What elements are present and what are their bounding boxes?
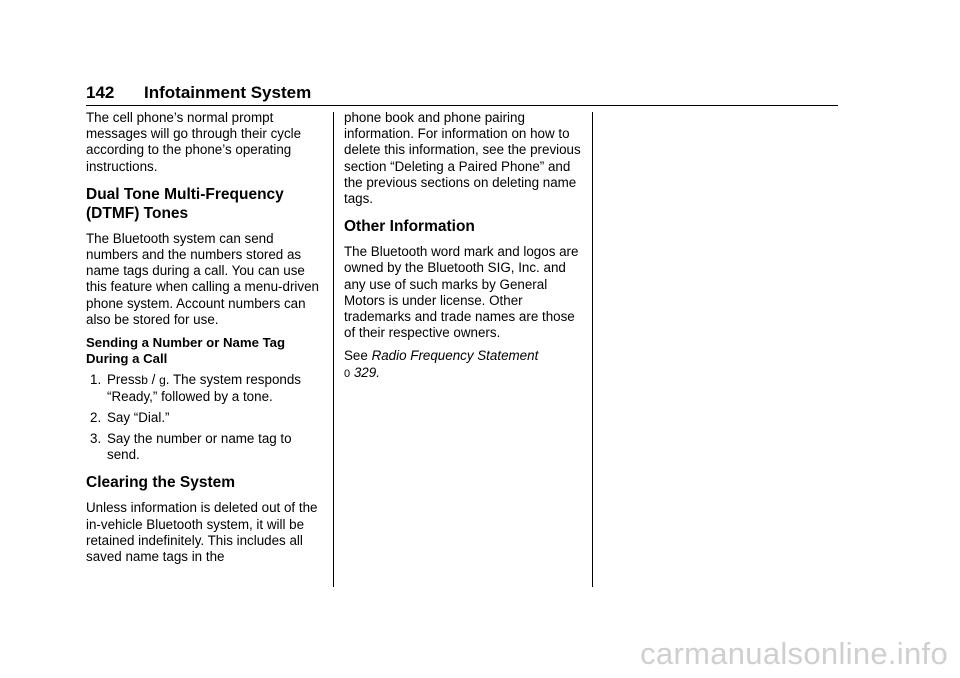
reference-page[interactable]: 329.	[353, 364, 380, 380]
icon-separator: /	[147, 372, 160, 388]
page-number: 142	[86, 83, 115, 102]
column-middle	[344, 110, 584, 389]
step-number: 2.	[90, 409, 102, 425]
continued-paragraph: phone book and phone pairing information. For information on how to delete this information, see the previous section “Deleting a Paired Phone” and the previous sections on deleting name tags.	[344, 110, 581, 207]
column-divider-right	[592, 112, 593, 587]
other-info-heading: Other Information	[344, 218, 475, 236]
watermark-site: carmanualsonline.info	[640, 636, 948, 671]
see-prefix: See	[344, 348, 368, 364]
step-text-post: . The system responds “Ready,” followed by a tone.	[107, 372, 301, 404]
step-text: Say the number or name tag to send.	[107, 431, 292, 463]
column-left	[86, 110, 322, 572]
dtmf-heading: Dual Tone Multi-Frequency (DTMF) Tones	[86, 185, 284, 222]
reference-link[interactable]: Radio Frequency Statement	[371, 348, 539, 364]
step-text: Say “Dial.”	[107, 409, 170, 425]
step-number: 3.	[90, 431, 102, 447]
list-item	[86, 431, 322, 463]
push-to-talk-icon: b	[141, 373, 148, 388]
step-text-pre: Press	[107, 372, 142, 388]
intro-paragraph: The cell phone’s normal prompt messages will go through their cycle according to the phone’s operating instructions.	[86, 110, 302, 174]
section-title: Infotainment System	[144, 83, 312, 102]
dtmf-paragraph: The Bluetooth system can send numbers and the numbers stored as name tags during a call. You can use this feature when calling a menu-driven phone system. Account numbers can also be stored for use.	[86, 230, 319, 327]
list-item	[86, 410, 322, 426]
list-item	[86, 372, 322, 404]
sending-subheading: Sending a Number or Name Tag During a Call	[86, 335, 286, 367]
page-header	[86, 81, 838, 106]
step-number: 1.	[90, 372, 102, 388]
page-reference-icon: 0	[344, 367, 351, 380]
column-divider-left	[333, 112, 334, 587]
steps-list	[86, 372, 322, 463]
clearing-heading: Clearing the System	[86, 474, 236, 492]
clearing-paragraph: Unless information is deleted out of the in-vehicle Bluetooth system, it will be retained indefinitely. This includes all saved name tags in the	[86, 500, 318, 565]
other-info-paragraph: The Bluetooth word mark and logos are owned by the Bluetooth SIG, Inc. and any use of such marks by General Motors is under license. Other trademarks and trade names are those of their respective owners.	[344, 244, 579, 341]
see-reference	[344, 348, 584, 381]
voice-recognition-icon: g	[159, 373, 166, 388]
